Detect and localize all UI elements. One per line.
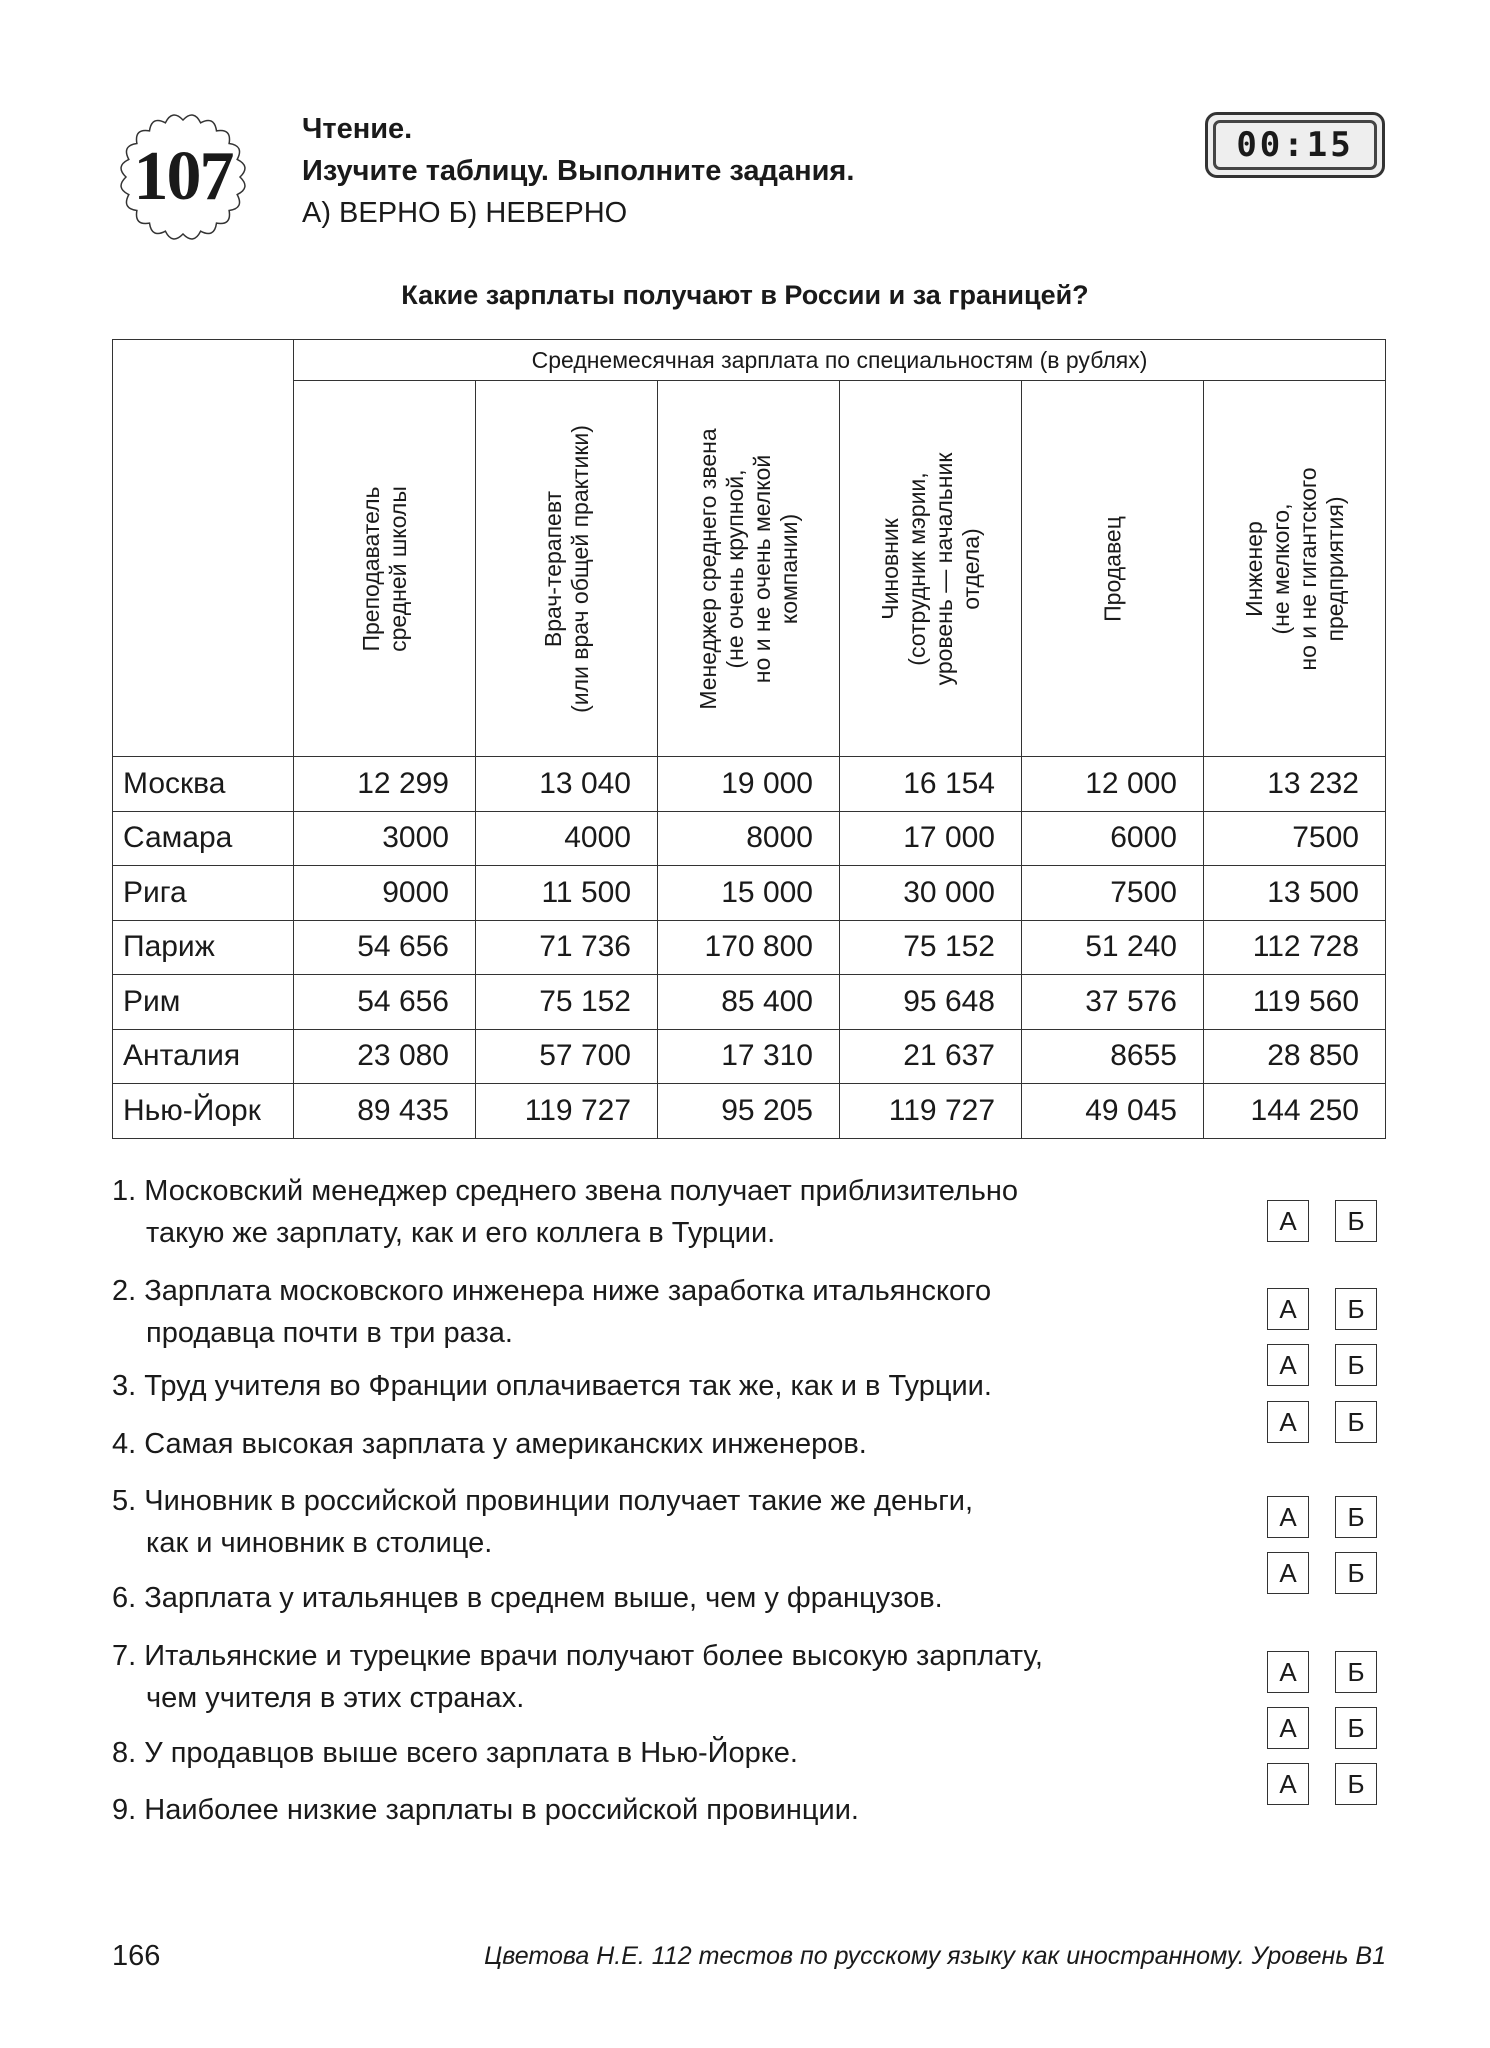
statement-text: такую же зарплату, как и его коллега в Турции. <box>146 1217 776 1249</box>
column-header-line: (сотрудник мэрии, <box>903 471 930 666</box>
statement-item <box>112 1577 943 1619</box>
statement-text: продавца почти в три раза. <box>146 1317 513 1349</box>
statement-number: 7. <box>112 1640 137 1672</box>
salary-cell: 95 205 <box>658 1084 840 1139</box>
answer-box-true[interactable]: А <box>1267 1651 1309 1693</box>
statement-item <box>112 1480 973 1564</box>
city-cell: Рига <box>113 866 294 921</box>
table-row <box>113 1029 1386 1084</box>
salary-cell: 112 728 <box>1204 920 1386 975</box>
column-header-line: предприятия) <box>1321 496 1348 641</box>
salary-cell: 4000 <box>476 811 658 866</box>
statement-item <box>112 1270 991 1354</box>
book-citation: Цветова Н.Е. 112 тестов по русскому языку как иностранному. Уровень В1 <box>484 1942 1386 1970</box>
answer-box-false[interactable]: Б <box>1335 1344 1377 1386</box>
salary-cell: 51 240 <box>1022 920 1204 975</box>
span-header: Среднемесячная зарплата по специальностям (в рублях) <box>294 340 1386 381</box>
city-cell: Нью-Йорк <box>113 1084 294 1139</box>
salary-cell: 49 045 <box>1022 1084 1204 1139</box>
table-row <box>113 975 1386 1030</box>
column-header-line: но и не очень мелкой <box>748 454 775 683</box>
answer-box-true[interactable]: А <box>1267 1401 1309 1443</box>
statement-number: 8. <box>112 1737 137 1769</box>
statement-number: 6. <box>112 1582 137 1614</box>
column-header-line: Продавец <box>1099 515 1125 622</box>
statement-item <box>112 1635 1043 1719</box>
column-header <box>1204 381 1386 757</box>
salary-cell: 8655 <box>1022 1029 1204 1084</box>
column-header-line: (или врач общей практики) <box>566 424 593 713</box>
task-heading <box>302 108 854 234</box>
statement-number: 5. <box>112 1485 137 1517</box>
salary-cell: 15 000 <box>658 866 840 921</box>
statement-text: У продавцов выше всего зарплата в Нью-Йорке. <box>144 1737 798 1769</box>
timer-value: 00:15 <box>1213 120 1377 170</box>
answer-box-false[interactable]: Б <box>1335 1763 1377 1805</box>
column-header <box>1022 381 1204 757</box>
answer-box-true[interactable]: А <box>1267 1288 1309 1330</box>
salary-cell: 6000 <box>1022 811 1204 866</box>
column-header-label <box>540 389 594 749</box>
column-header-label <box>877 389 985 749</box>
salary-cell: 3000 <box>294 811 476 866</box>
salary-cell: 12 299 <box>294 757 476 812</box>
salary-cell: 37 576 <box>1022 975 1204 1030</box>
salary-cell: 7500 <box>1022 866 1204 921</box>
answer-box-false[interactable]: Б <box>1335 1707 1377 1749</box>
salary-cell: 89 435 <box>294 1084 476 1139</box>
column-header-label <box>1099 389 1126 749</box>
answer-box-false[interactable]: Б <box>1335 1288 1377 1330</box>
statement-number: 4. <box>112 1428 137 1460</box>
salary-cell: 23 080 <box>294 1029 476 1084</box>
statement-number: 9. <box>112 1794 137 1826</box>
salary-cell: 119 727 <box>476 1084 658 1139</box>
salary-cell: 170 800 <box>658 920 840 975</box>
heading-answer-key: А) ВЕРНО Б) НЕВЕРНО <box>302 197 628 229</box>
salary-cell: 144 250 <box>1204 1084 1386 1139</box>
statement-number: 2. <box>112 1275 137 1307</box>
salary-cell: 13 232 <box>1204 757 1386 812</box>
table-row <box>113 1084 1386 1139</box>
statement-text: Труд учителя во Франции оплачивается так же, как и в Турции. <box>144 1370 992 1402</box>
column-header <box>658 381 840 757</box>
salary-cell: 85 400 <box>658 975 840 1030</box>
page-number: 166 <box>112 1940 161 1972</box>
city-cell: Самара <box>113 811 294 866</box>
salary-cell: 13 500 <box>1204 866 1386 921</box>
table-row <box>113 757 1386 812</box>
salary-cell: 57 700 <box>476 1029 658 1084</box>
table-title: Какие зарплаты получают в России и за границей? <box>401 280 1089 310</box>
column-header-label <box>358 389 412 749</box>
salary-cell: 71 736 <box>476 920 658 975</box>
answer-box-false[interactable]: Б <box>1335 1200 1377 1242</box>
column-header-line: Менеджер среднего звена <box>694 427 721 710</box>
answer-box-true[interactable]: А <box>1267 1552 1309 1594</box>
heading-reading: Чтение. <box>302 113 413 145</box>
salary-cell: 119 560 <box>1204 975 1386 1030</box>
answer-box-false[interactable]: Б <box>1335 1552 1377 1594</box>
answer-box-false[interactable]: Б <box>1335 1496 1377 1538</box>
statement-item <box>112 1789 859 1831</box>
answer-box-true[interactable]: А <box>1267 1200 1309 1242</box>
table-row <box>113 920 1386 975</box>
salary-cell: 7500 <box>1204 811 1386 866</box>
salary-cell: 8000 <box>658 811 840 866</box>
statement-text: Зарплата у итальянцев в среднем выше, чем у французов. <box>144 1582 943 1614</box>
statement-text: Самая высокая зарплата у американских инженеров. <box>144 1428 867 1460</box>
city-cell: Париж <box>113 920 294 975</box>
column-header-line: (не очень крупной, <box>721 469 748 668</box>
heading-instruction: Изучите таблицу. Выполните задания. <box>302 155 855 187</box>
column-header-line: отдела) <box>957 527 984 610</box>
salary-cell: 9000 <box>294 866 476 921</box>
column-header-line: Чиновник <box>876 517 903 620</box>
column-header-line: средней школы <box>384 485 411 652</box>
salary-cell: 12 000 <box>1022 757 1204 812</box>
salary-cell: 54 656 <box>294 920 476 975</box>
answer-box-true[interactable]: А <box>1267 1707 1309 1749</box>
answer-box-true[interactable]: А <box>1267 1763 1309 1805</box>
city-cell: Москва <box>113 757 294 812</box>
statement-text: как и чиновник в столице. <box>146 1527 493 1559</box>
statement-text: Зарплата московского инженера ниже заработка итальянского <box>144 1275 992 1307</box>
statement-text: чем учителя в этих странах. <box>146 1682 525 1714</box>
salary-cell: 54 656 <box>294 975 476 1030</box>
column-header-label <box>695 389 803 749</box>
column-header-line: уровень — начальник <box>930 452 957 685</box>
salary-cell: 30 000 <box>840 866 1022 921</box>
task-number-badge <box>118 112 248 242</box>
statement-text: Московский менеджер среднего звена получает приблизительно <box>144 1175 1019 1207</box>
statement-item <box>112 1732 798 1774</box>
table-row <box>113 811 1386 866</box>
statement-text: Итальянские и турецкие врачи получают более высокую зарплату, <box>144 1640 1043 1672</box>
salary-cell: 17 310 <box>658 1029 840 1084</box>
salary-cell: 19 000 <box>658 757 840 812</box>
statement-item <box>112 1170 1018 1254</box>
city-cell: Рим <box>113 975 294 1030</box>
salary-cell: 21 637 <box>840 1029 1022 1084</box>
salary-cell: 119 727 <box>840 1084 1022 1139</box>
statement-item <box>112 1423 867 1465</box>
empty-corner-cell <box>113 340 294 757</box>
salary-cell: 75 152 <box>476 975 658 1030</box>
column-header-line: компании) <box>775 513 802 624</box>
column-header-label <box>1241 389 1349 749</box>
column-header-line: (не мелкого, <box>1267 503 1294 634</box>
statement-number: 3. <box>112 1370 137 1402</box>
column-header <box>294 381 476 757</box>
column-header-line: Преподаватель <box>357 485 384 652</box>
answer-box-true[interactable]: А <box>1267 1496 1309 1538</box>
timer-badge <box>1205 112 1385 178</box>
salary-table <box>112 339 1386 1139</box>
salary-cell: 16 154 <box>840 757 1022 812</box>
column-header <box>476 381 658 757</box>
salary-cell: 75 152 <box>840 920 1022 975</box>
column-header <box>840 381 1022 757</box>
answer-box-false[interactable]: Б <box>1335 1651 1377 1693</box>
statement-number: 1. <box>112 1175 137 1207</box>
column-header-line: Инженер <box>1240 520 1267 617</box>
column-header-line: но и не гигантского <box>1294 466 1321 671</box>
statement-item <box>112 1365 992 1407</box>
salary-cell: 13 040 <box>476 757 658 812</box>
answer-box-true[interactable]: А <box>1267 1344 1309 1386</box>
city-cell: Анталия <box>113 1029 294 1084</box>
answer-box-false[interactable]: Б <box>1335 1401 1377 1443</box>
salary-cell: 11 500 <box>476 866 658 921</box>
statement-text: Наиболее низкие зарплаты в российской провинции. <box>144 1794 859 1826</box>
salary-cell: 17 000 <box>840 811 1022 866</box>
statement-text: Чиновник в российской провинции получает такие же деньги, <box>144 1485 974 1517</box>
task-number: 107 <box>133 138 233 215</box>
salary-cell: 28 850 <box>1204 1029 1386 1084</box>
column-header-line: Врач-терапевт <box>539 490 566 647</box>
salary-cell: 95 648 <box>840 975 1022 1030</box>
table-row <box>113 866 1386 921</box>
